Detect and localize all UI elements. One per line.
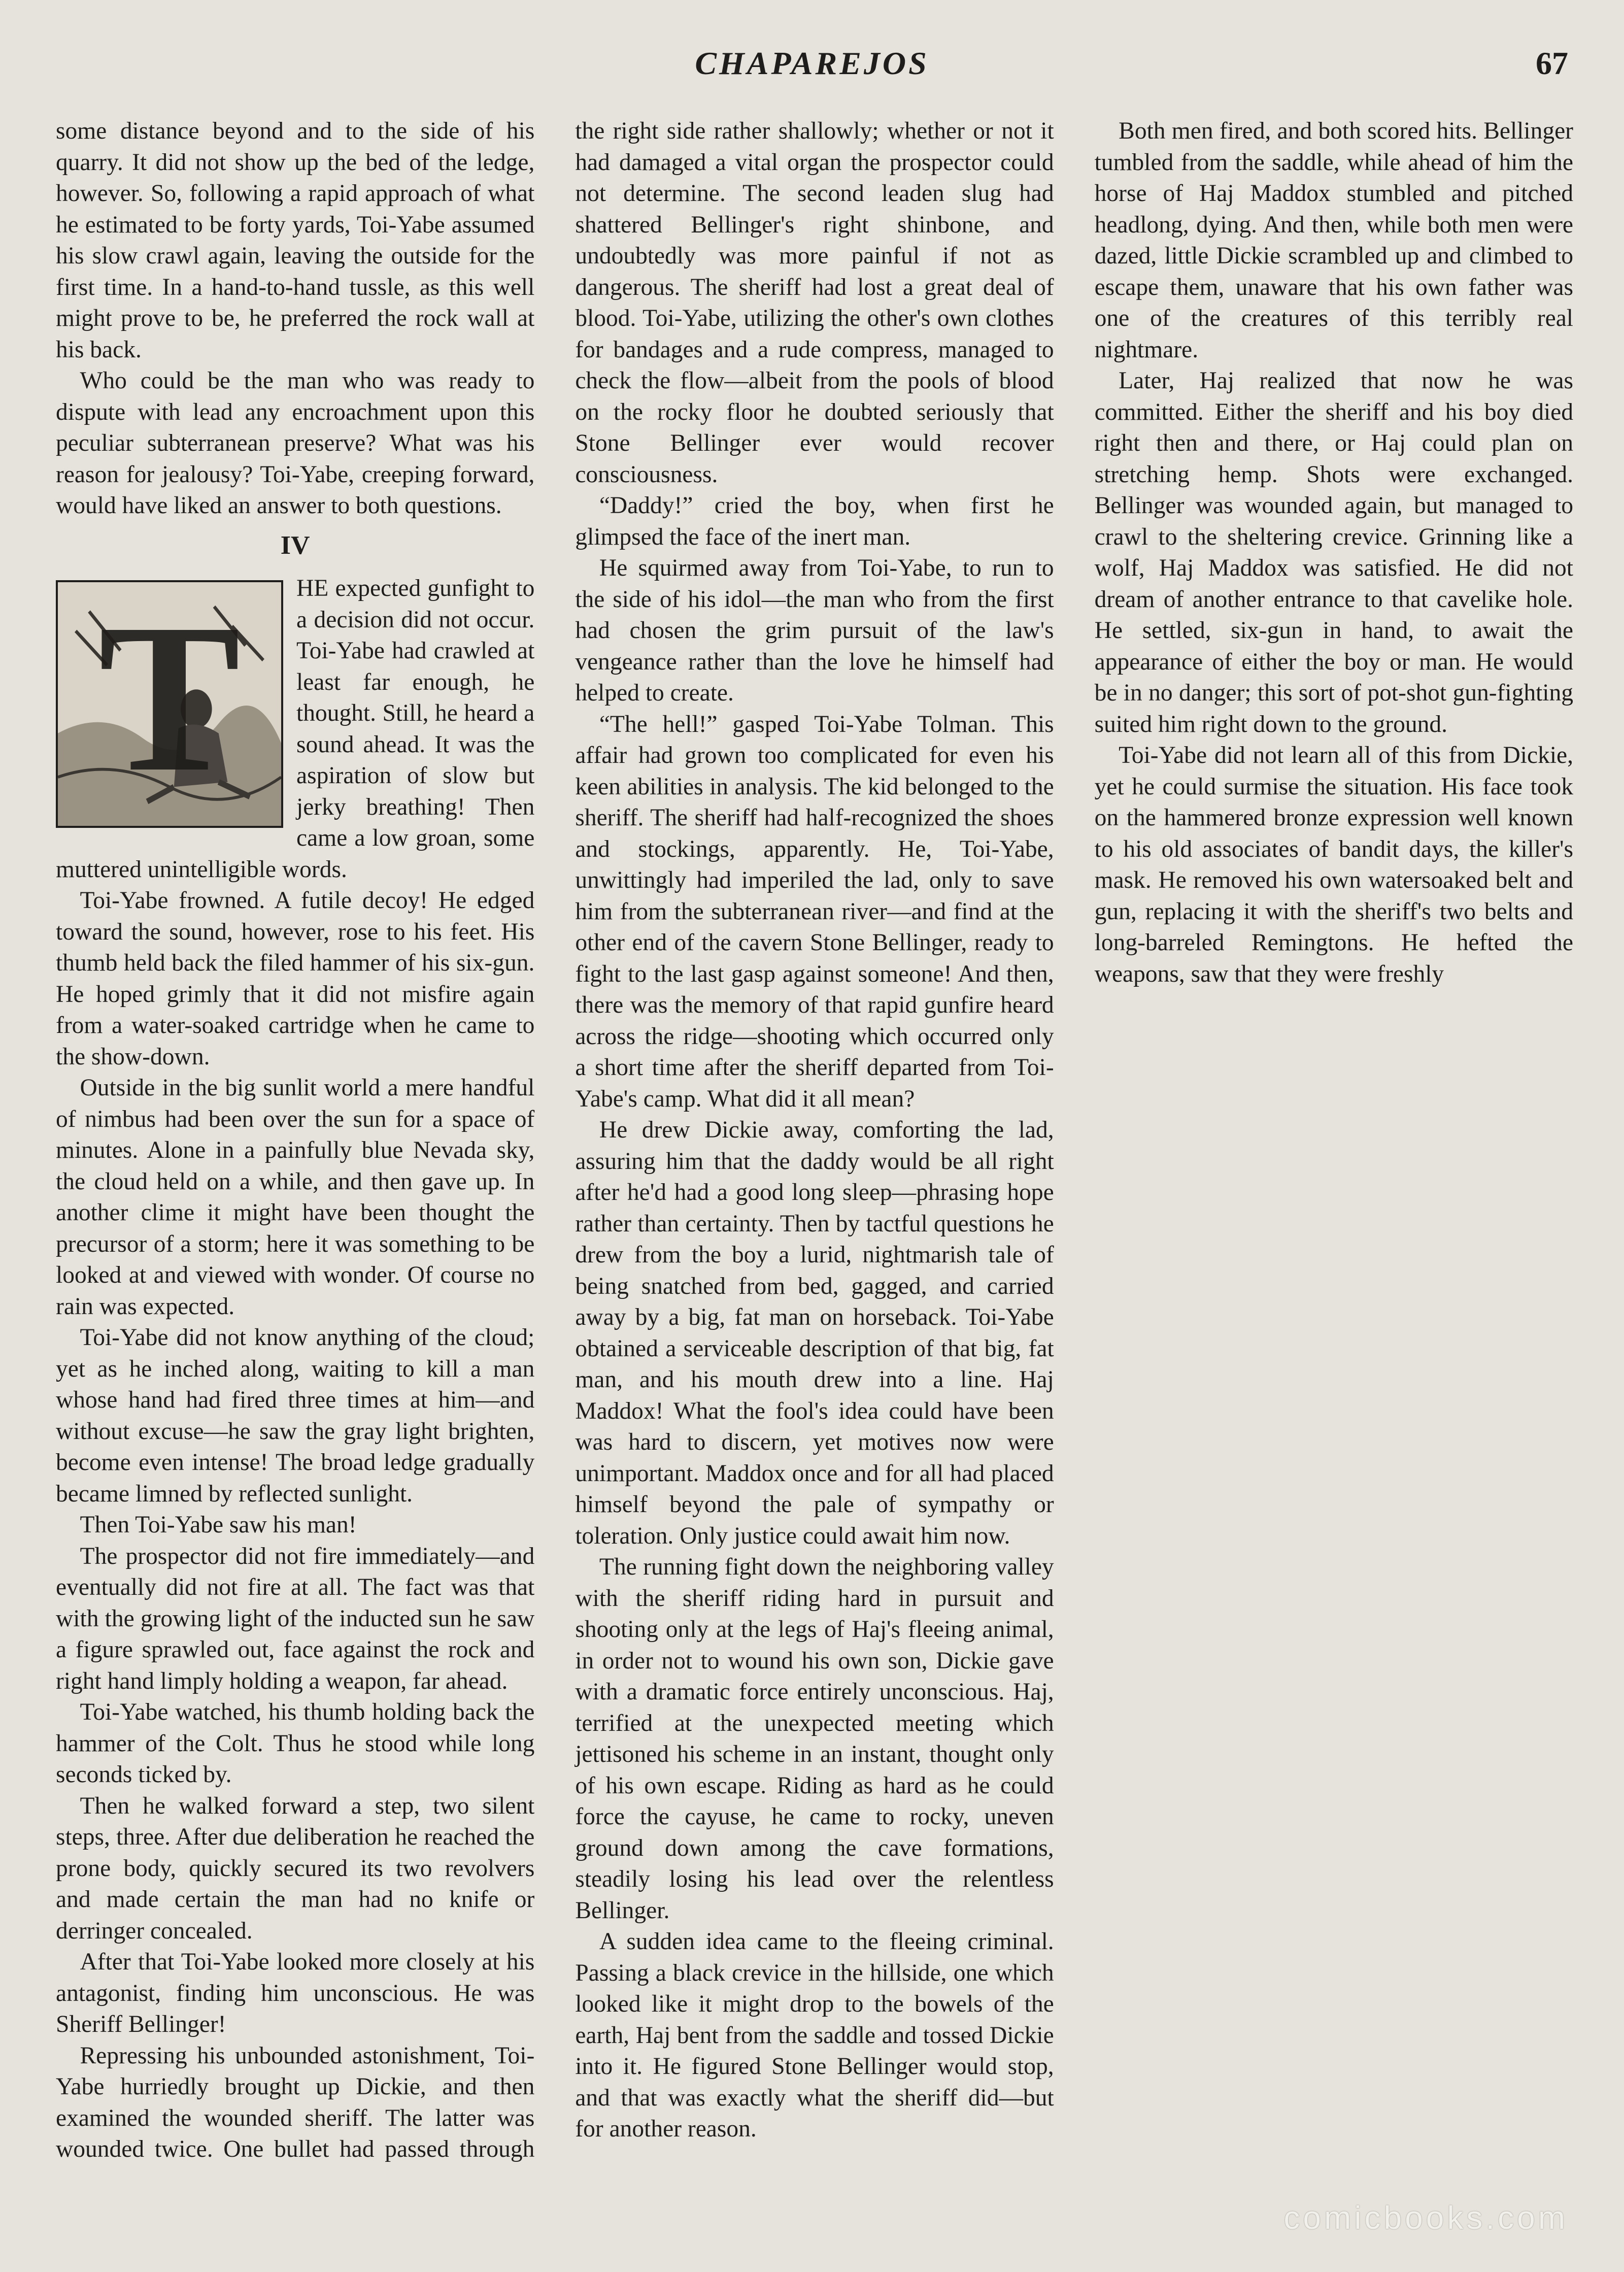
article-body <box>56 116 1573 2166</box>
paragraph: Toi-Yabe frowned. A futile decoy! He edged toward the sound, however, rose to his feet. His thumb held back the filed hammer of his six-gun. He hoped grimly that it did not misfire again from a water-soaked cartridge when he came to the show-down. <box>56 887 535 1070</box>
paragraph: Both men fired, and both scored hits. Bellinger tumbled from the saddle, while ahead of him the horse of Haj Maddox stumbled and pitched headlong, dying. And then, while both men were dazed, little Dickie scrambled up and climbed to escape them, unaware that his own father was one of the creatures of this terribly real nightmare. <box>1094 118 1573 363</box>
paragraph: After that Toi-Yabe looked more closely at his antagonist, finding him unconscious. He was Sheriff Bellinger! <box>56 1949 535 2037</box>
paragraph: He squirmed away from Toi-Yabe, to run to the side of his idol—the man who from the first had chosen the grim pursuit of the law's vengeance rather than the love he himself had helped to create. <box>575 555 1054 706</box>
paragraph: Then Toi-Yabe saw his man! <box>80 1512 357 1538</box>
paragraph: Then he walked forward a step, two silent steps, three. After due deliberation he reached the prone body, quickly secured its two revolvers and made certain the man had no knife or derringer concealed. <box>56 1792 535 1944</box>
paragraph: Who could be the man who was ready to dispute with lead any encroachment upon this peculiar subterranean preserve? What was his reason for jealousy? Toi-Yabe, creeping forward, would have liked an answer to both questions. <box>56 367 535 519</box>
paragraph-text: expected gunfight to a decision did not occur. Toi-Yabe had crawled at least far enough, he thought. Still, he heard a sound ahead. It was the aspiration of slow but jerky breathing! Then came a low groan, some muttered unintelligible words. <box>56 575 535 883</box>
paragraph: Toi-Yabe did not learn all of this from Dickie, yet he could surmise the situation. His face took on the hammered bronze expression well known to his old associates of bandit days, the killer's mask. He removed his own watersoaked belt and gun, replacing it with the sheriff's two belts and long-barreled Remingtons. He hefted the weapons, saw that they were freshly <box>1094 742 1573 987</box>
paragraph: “The hell!” gasped Toi-Yabe Tolman. This affair had grown too complicated for even his keen abilities in analysis. The kid belonged to the sheriff. The sheriff had half-recognized the shoes and stockings, apparently. He, Toi-Yabe, unwittingly had imperiled the lad, only to save him from the subterranean river—and find at the other end of the cavern Stone Bellinger, ready to fight to the last gasp against someone! And then, there was the memory of that rapid gunfire heard across the ridge—shooting which occurred only a short time after the sheriff departed from Toi-Yabe's camp. What did it all mean? <box>575 711 1054 1112</box>
section-heading: IV <box>280 530 310 560</box>
dropcap-illustration <box>56 580 283 828</box>
paragraph: some distance beyond and to the side of his quarry. It did not show up the bed of the ledge, however. So, following a rapid approach of what he estimated to be forty yards, Toi-Yabe assumed his slow crawl again, leaving the outside for the first time. In a hand-to-hand tussle, as this well might prove to be, he preferred the rock wall at his back. <box>56 118 535 363</box>
page-header <box>56 45 1568 90</box>
paragraph: The prospector did not fire immediately—and eventually did not fire at all. The fact was that with the growing light of the inducted sun he saw a figure sprawled out, face against the rock and right hand limply holding a weapon, far ahead. <box>56 1543 535 1694</box>
paragraph: Repressing his unbounded astonishment, Toi-Yabe hurriedly brought up Dickie, and then examined the wounded sheriff. The latter was wounded twice. One bullet had passed through the right side rather shallowly; whether or not it had damaged a vital organ the prospector could not determine. The second leaden slug had shattered Bellinger's right shinbone, and undoubtedly was more painful if not as dangerous. The sheriff had lost a great deal of blood. Toi-Yabe, utilizing the other's own clothes for bandages and a rude compress, managed to check the flow—albeit from the pools of blood on the rocky floor he doubted seriously that Stone Bellinger ever would recover consciousness. <box>56 118 1054 2162</box>
paragraph: “Daddy!” cried the boy, when first he glimpsed the face of the inert man. <box>575 492 1054 550</box>
paragraph: Toi-Yabe did not know anything of the cloud; yet as he inched along, waiting to kill a man whose hand had fired three times at him—and without excuse—he saw the gray light brighten, become even intense! The broad ledge gradually became limned by reflected sunlight. <box>56 1324 535 1507</box>
paragraph: A sudden idea came to the fleeing criminal. Passing a black crevice in the hillside, one which looked like it might drop to the bowels of the earth, Haj bent from the saddle and tossed Dickie into it. He figured Stone Bellinger would stop, and that was exactly what the sheriff did—but for another reason. <box>575 1928 1054 2142</box>
dropcap-letter: T <box>98 580 241 816</box>
dropcap-continuation: HE <box>296 575 329 602</box>
site-watermark: comicbooks.com <box>1283 2199 1568 2236</box>
paragraph: The running fight down the neighboring valley with the sheriff riding hard in pursuit and shooting only at the legs of Haj's fleeing animal, in order not to wound his own son, Dickie gave with a dramatic force entirely unconscious. Haj, terrified at the unexpected meeting which jettisoned his scheme in an instant, thought only of his own escape. Riding as hard as he could force the cayuse, he came to rocky, uneven ground down among the cave formations, steadily losing his lead over the relentless Bellinger. <box>575 1554 1054 1924</box>
page-number: 67 <box>1536 45 1568 81</box>
paragraph: Outside in the big sunlit world a mere handful of nimbus had been over the sun for a space of minutes. Alone in a painfully blue Nevada sky, the cloud held on a while, and then gave up. In another clime it might have been thought the precursor of a storm; here it was something to be looked at and viewed with wonder. Of course no rain was expected. <box>56 1075 535 1320</box>
paragraph: He drew Dickie away, comforting the lad, assuring him that the daddy would be all right after he'd had a good long sleep—phrasing hope rather than certainty. Then by tactful questions he drew from the boy a lurid, nightmarish tale of being snatched from bed, gagged, and carried away by a big, fat man on horseback. Toi-Yabe obtained a serviceable description of that big, fat man, and his mouth drew into a line. Haj Maddox! What the fool's idea could have been was hard to discern, yet motives now were unimportant. Maddox once and for all had placed himself beyond the pale of sympathy or toleration. Only justice could await him now. <box>575 1117 1054 1549</box>
section-opening-paragraph <box>56 573 534 885</box>
running-title: CHAPAREJOS <box>695 45 929 81</box>
paragraph: Later, Haj realized that now he was committed. Either the sheriff and his boy died right then and there, or Haj could plan on stretching hemp. Shots were exchanged. Bellinger was wounded again, but managed to crawl to the sheltering crevice. Grinning like a wolf, Haj Maddox was satisfied. He did not dream of another entrance to that cavelike hole. He settled, six-gun in hand, to await the appearance of either the boy or man. He would be in no danger; this sort of pot-shot gun-fighting suited him right down to the ground. <box>1094 367 1573 738</box>
paragraph: Toi-Yabe watched, his thumb holding back the hammer of the Colt. Thus he stood while long seconds ticked by. <box>56 1699 535 1788</box>
